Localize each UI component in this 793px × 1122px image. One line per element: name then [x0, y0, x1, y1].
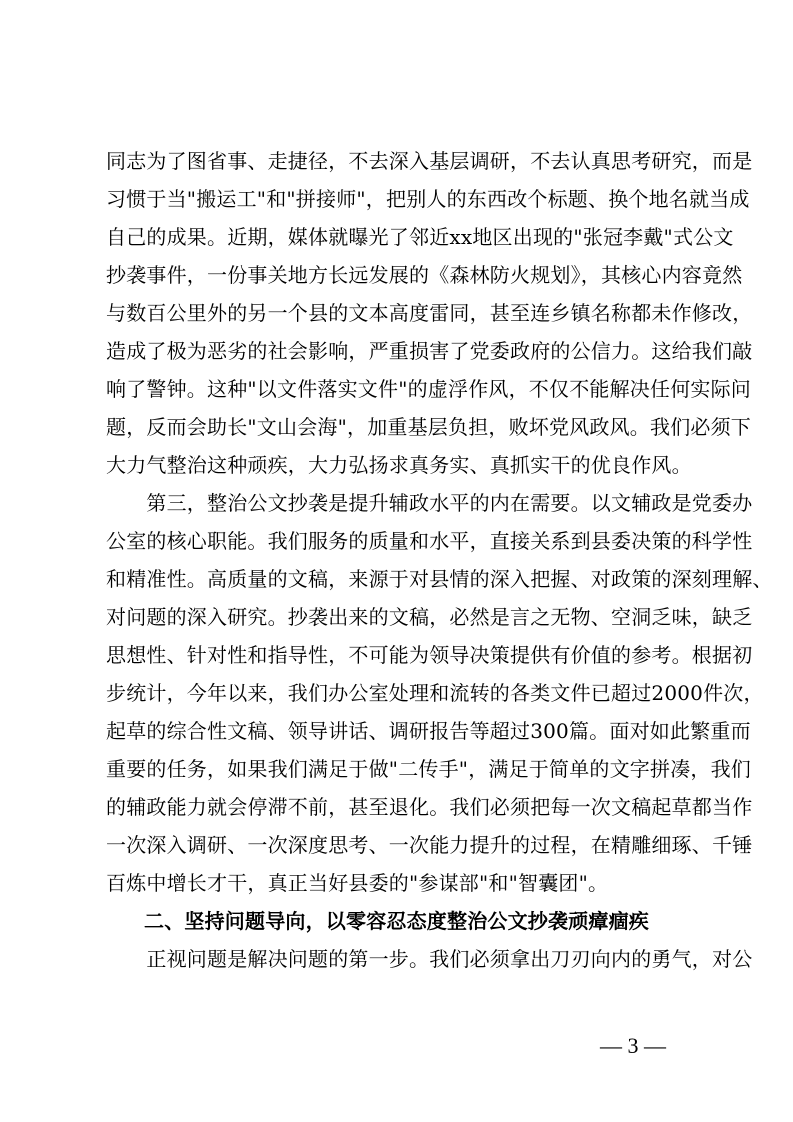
body-text-line: 对问题的深入研究。抄袭出来的文稿，必然是言之无物、空洞乏味，缺乏 [106, 605, 753, 629]
section-heading: 二、坚持问题导向，以零容忍态度整治公文抄袭顽瘴痼疾 [144, 909, 649, 933]
body-text-line: 同志为了图省事、走捷径，不去深入基层调研，不去认真思考研究，而是 [106, 149, 753, 173]
body-text-line: 百炼中增长才干，真正当好县委的"参谋部"和"智囊团"。 [106, 871, 609, 895]
body-text-line: 与数百公里外的另一个县的文本高度雷同，甚至连乡镇名称都未作修改， [106, 301, 753, 325]
body-text-line: 步统计，今年以来，我们办公室处理和流转的各类文件已超过2000件次， [106, 681, 764, 705]
body-text-line: 一次深入调研、一次深度思考、一次能力提升的过程，在精雕细琢、千锤 [106, 833, 753, 857]
body-text-line: 重要的任务，如果我们满足于做"二传手"，满足于简单的文字拼凑，我们 [106, 757, 751, 781]
body-text-line: 公室的核心职能。我们服务的质量和水平，直接关系到县委决策的科学性 [106, 529, 753, 553]
body-text-line: 造成了极为恶劣的社会影响，严重损害了党委政府的公信力。这给我们敲 [106, 339, 753, 363]
body-text-line: 题，反而会助长"文山会海"，加重基层负担，败坏党风政风。我们必须下 [106, 415, 751, 439]
body-text-line: 习惯于当"搬运工"和"拼接师"，把别人的东西改个标题、换个地名就当成 [106, 187, 750, 211]
body-text-line: 的辅政能力就会停滞不前，甚至退化。我们必须把每一次文稿起草都当作 [106, 795, 753, 819]
paragraph-start-line: 正视问题是解决问题的第一步。我们必须拿出刀刃向内的勇气，对公 [106, 947, 753, 971]
body-text-line: 和精准性。高质量的文稿，来源于对县情的深入把握、对政策的深刻理解、 [106, 567, 773, 591]
body-text-line: 响了警钟。这种"以文件落实文件"的虚浮作风，不仅不能解决任何实际问 [106, 377, 751, 401]
body-text-line: 起草的综合性文稿、领导讲话、调研报告等超过300篇。面对如此繁重而 [106, 719, 751, 743]
body-text-line: 大力气整治这种顽疾，大力弘扬求真务实、真抓实干的优良作风。 [106, 453, 692, 477]
paragraph-start-line: 第三，整治公文抄袭是提升辅政水平的内在需要。以文辅政是党委办 [106, 491, 753, 515]
page-number: — 3 — [600, 1033, 666, 1058]
body-text-line: 思想性、针对性和指导性，不可能为领导决策提供有价值的参考。根据初 [106, 643, 753, 667]
body-text-line: 抄袭事件，一份事关地方长远发展的《森林防火规划》，其核心内容竟然 [106, 263, 743, 287]
body-text-line: 自己的成果。近期，媒体就曝光了邻近xx地区出现的"张冠李戴"式公文 [106, 225, 734, 249]
